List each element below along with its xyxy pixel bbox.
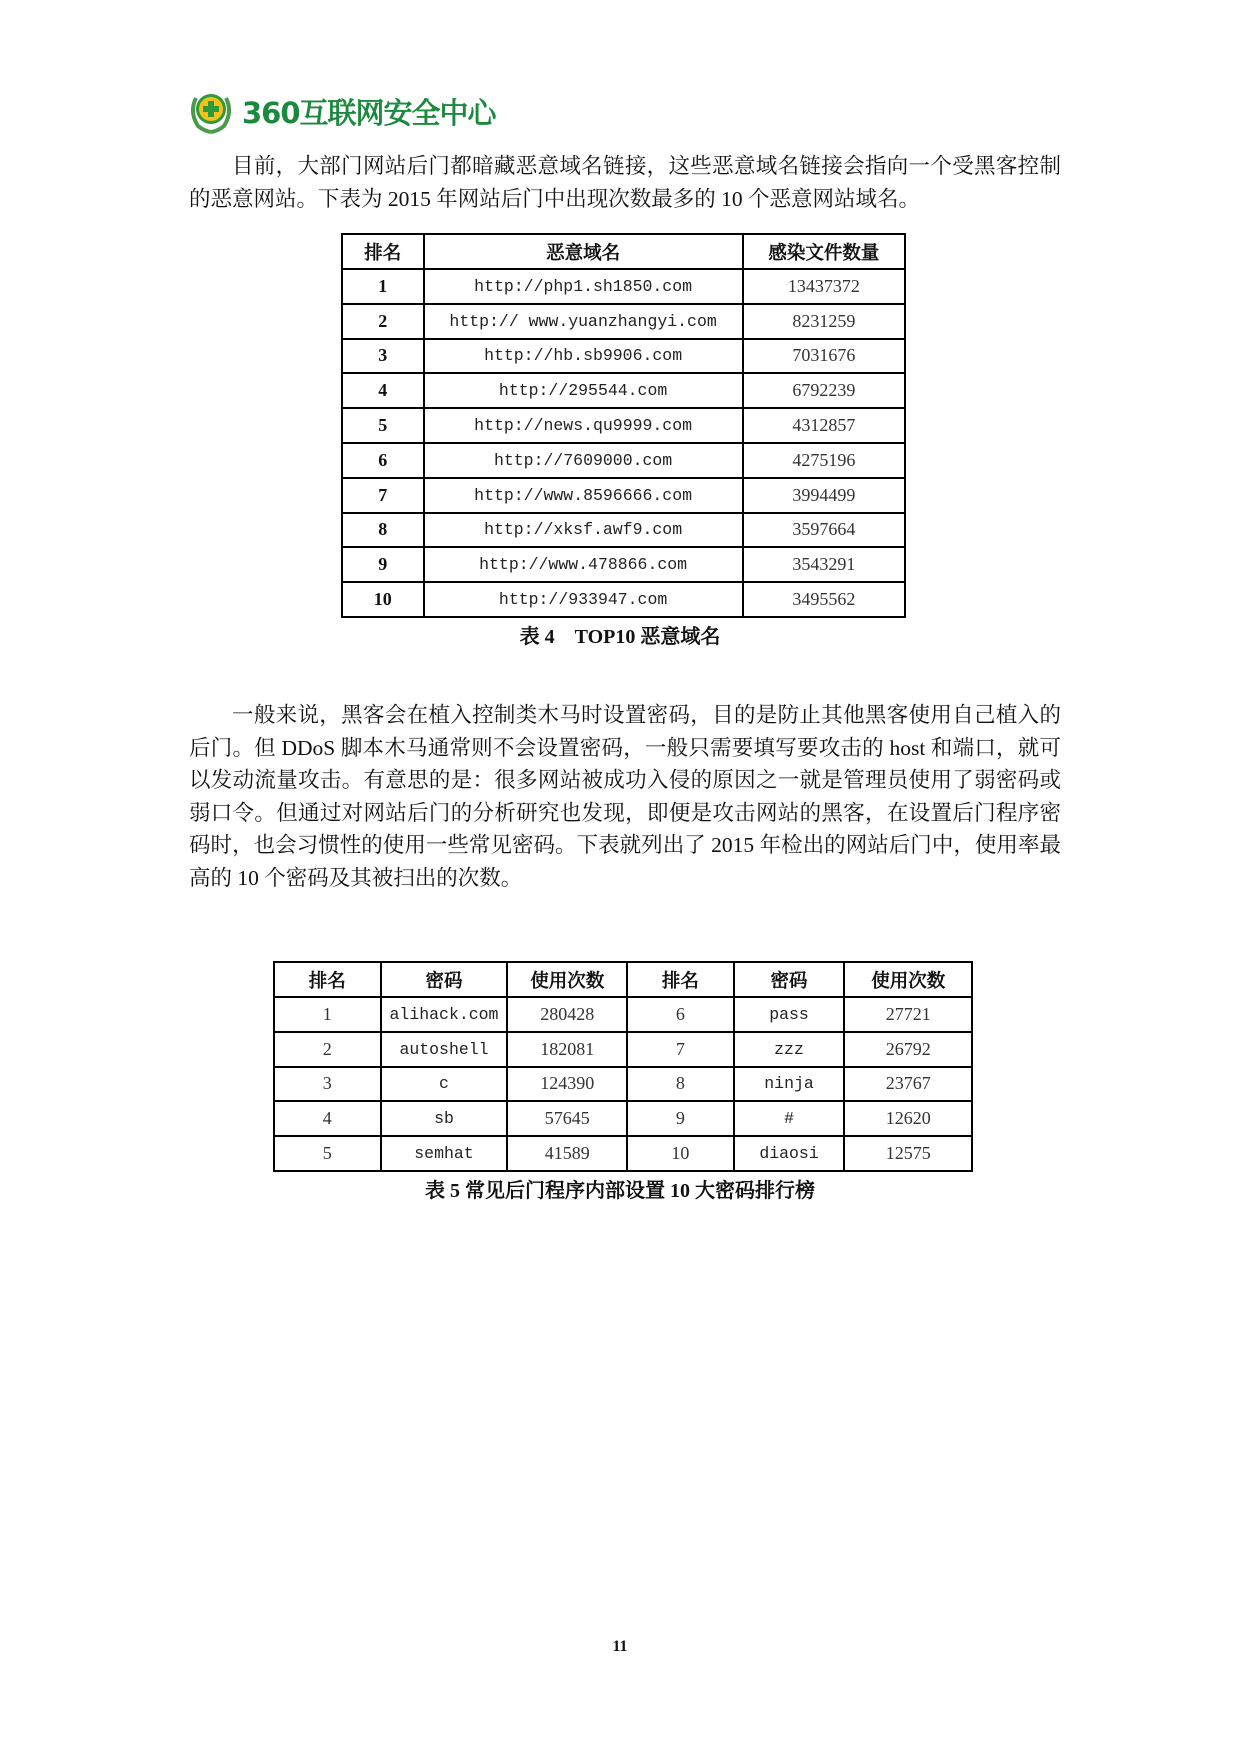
rank-cell: 6 xyxy=(342,443,424,478)
password-cell: alihack.com xyxy=(381,997,508,1032)
header-password: 密码 xyxy=(734,962,845,997)
password-cell: zzz xyxy=(734,1032,845,1067)
usage-cell: 23767 xyxy=(844,1067,972,1102)
count-cell: 3994499 xyxy=(743,478,905,513)
rank-cell: 5 xyxy=(274,1136,381,1171)
domain-cell: http://www.478866.com xyxy=(424,547,743,582)
table-row xyxy=(342,547,905,582)
count-cell: 7031676 xyxy=(743,339,905,374)
password-cell: # xyxy=(734,1101,845,1136)
usage-cell: 57645 xyxy=(507,1101,627,1136)
rank-cell: 1 xyxy=(274,997,381,1032)
password-cell: sb xyxy=(381,1101,508,1136)
count-cell: 4312857 xyxy=(743,408,905,443)
header-usage: 使用次数 xyxy=(844,962,972,997)
table-row xyxy=(274,997,972,1032)
usage-cell: 27721 xyxy=(844,997,972,1032)
count-cell: 3543291 xyxy=(743,547,905,582)
usage-cell: 12575 xyxy=(844,1136,972,1171)
table-row xyxy=(342,373,905,408)
table-header-row xyxy=(342,234,905,269)
table-row xyxy=(342,513,905,548)
header-count: 感染文件数量 xyxy=(743,234,905,269)
count-cell: 3597664 xyxy=(743,513,905,548)
table-row xyxy=(274,1136,972,1171)
rank-cell: 7 xyxy=(342,478,424,513)
header-domain: 恶意域名 xyxy=(424,234,743,269)
count-cell: 3495562 xyxy=(743,582,905,617)
domain-cell: http://295544.com xyxy=(424,373,743,408)
table-row xyxy=(342,339,905,374)
usage-cell: 280428 xyxy=(507,997,627,1032)
header-rank: 排名 xyxy=(342,234,424,269)
domain-cell: http://php1.sh1850.com xyxy=(424,269,743,304)
table-row xyxy=(342,408,905,443)
usage-cell: 26792 xyxy=(844,1032,972,1067)
usage-cell: 124390 xyxy=(507,1067,627,1102)
domain-cell: http:// www.yuanzhangyi.com xyxy=(424,304,743,339)
malicious-domains-table xyxy=(341,233,906,618)
rank-cell: 4 xyxy=(342,373,424,408)
logo-text: 360互联网安全中心 xyxy=(242,95,496,130)
paragraph-intro: 目前，大部门网站后门都暗藏恶意域名链接，这些恶意域名链接会指向一个受黑客控制的恶意网站。下表为 2015 年网站后门中出现次数最多的 10 个恶意网站域名。 xyxy=(189,154,1061,211)
count-cell: 6792239 xyxy=(743,373,905,408)
domain-cell: http://news.qu9999.com xyxy=(424,408,743,443)
password-cell: pass xyxy=(734,997,845,1032)
header-rank: 排名 xyxy=(274,962,381,997)
count-cell: 8231259 xyxy=(743,304,905,339)
rank-cell: 3 xyxy=(342,339,424,374)
rank-cell: 4 xyxy=(274,1101,381,1136)
header-password: 密码 xyxy=(381,962,508,997)
domain-cell: http://www.8596666.com xyxy=(424,478,743,513)
table-row xyxy=(342,582,905,617)
rank-cell: 1 xyxy=(342,269,424,304)
rank-cell: 9 xyxy=(342,547,424,582)
header-rank: 排名 xyxy=(627,962,734,997)
rank-cell: 7 xyxy=(627,1032,734,1067)
rank-cell: 10 xyxy=(627,1136,734,1171)
rank-cell: 8 xyxy=(342,513,424,548)
table-row xyxy=(342,443,905,478)
table-row xyxy=(342,269,905,304)
password-cell: ninja xyxy=(734,1067,845,1102)
password-cell: diaosi xyxy=(734,1136,845,1171)
page-number: 11 xyxy=(612,1638,628,1655)
table4-caption: 表 4 TOP10 恶意域名 xyxy=(519,626,721,648)
domain-cell: http://hb.sb9906.com xyxy=(424,339,743,374)
table-row xyxy=(342,478,905,513)
password-cell: autoshell xyxy=(381,1032,508,1067)
table-row xyxy=(342,304,905,339)
header-usage: 使用次数 xyxy=(507,962,627,997)
usage-cell: 182081 xyxy=(507,1032,627,1067)
rank-cell: 2 xyxy=(342,304,424,339)
emblem-icon xyxy=(188,88,234,134)
rank-cell: 3 xyxy=(274,1067,381,1102)
rank-cell: 9 xyxy=(627,1101,734,1136)
table-row xyxy=(274,1032,972,1067)
usage-cell: 12620 xyxy=(844,1101,972,1136)
usage-cell: 41589 xyxy=(507,1136,627,1171)
table-row xyxy=(274,1101,972,1136)
rank-cell: 5 xyxy=(342,408,424,443)
passwords-table xyxy=(273,961,973,1172)
rank-cell: 2 xyxy=(274,1032,381,1067)
table-header-row xyxy=(274,962,972,997)
domain-cell: http://7609000.com xyxy=(424,443,743,478)
count-cell: 13437372 xyxy=(743,269,905,304)
password-cell: c xyxy=(381,1067,508,1102)
rank-cell: 8 xyxy=(627,1067,734,1102)
password-cell: semhat xyxy=(381,1136,508,1171)
paragraph-passwords: 一般来说，黑客会在植入控制类木马时设置密码，目的是防止其他黑客使用自己植入的后门。但 DDoS 脚本木马通常则不会设置密码，一般只需要填写要攻击的 host 和端口，就可以发动流量攻击。有意思的是：很多网站被成功入侵的原因之一就是管理员使用了弱密码或弱口令。但通过对网站后门的分析研究也发现，即便是攻击网站的黑客，在设置后门程序密码时，也会习惯性的使用一些常见密码。下表就列出了 2015 年检出的网站后门中，使用率最高的 10 个密码及其被扫出的次数。 xyxy=(189,703,1061,890)
rank-cell: 10 xyxy=(342,582,424,617)
domain-cell: http://933947.com xyxy=(424,582,743,617)
rank-cell: 6 xyxy=(627,997,734,1032)
table-row xyxy=(274,1067,972,1102)
count-cell: 4275196 xyxy=(743,443,905,478)
logo xyxy=(188,88,496,134)
table5-caption: 表 5 常见后门程序内部设置 10 大密码排行榜 xyxy=(425,1180,815,1202)
domain-cell: http://xksf.awf9.com xyxy=(424,513,743,548)
